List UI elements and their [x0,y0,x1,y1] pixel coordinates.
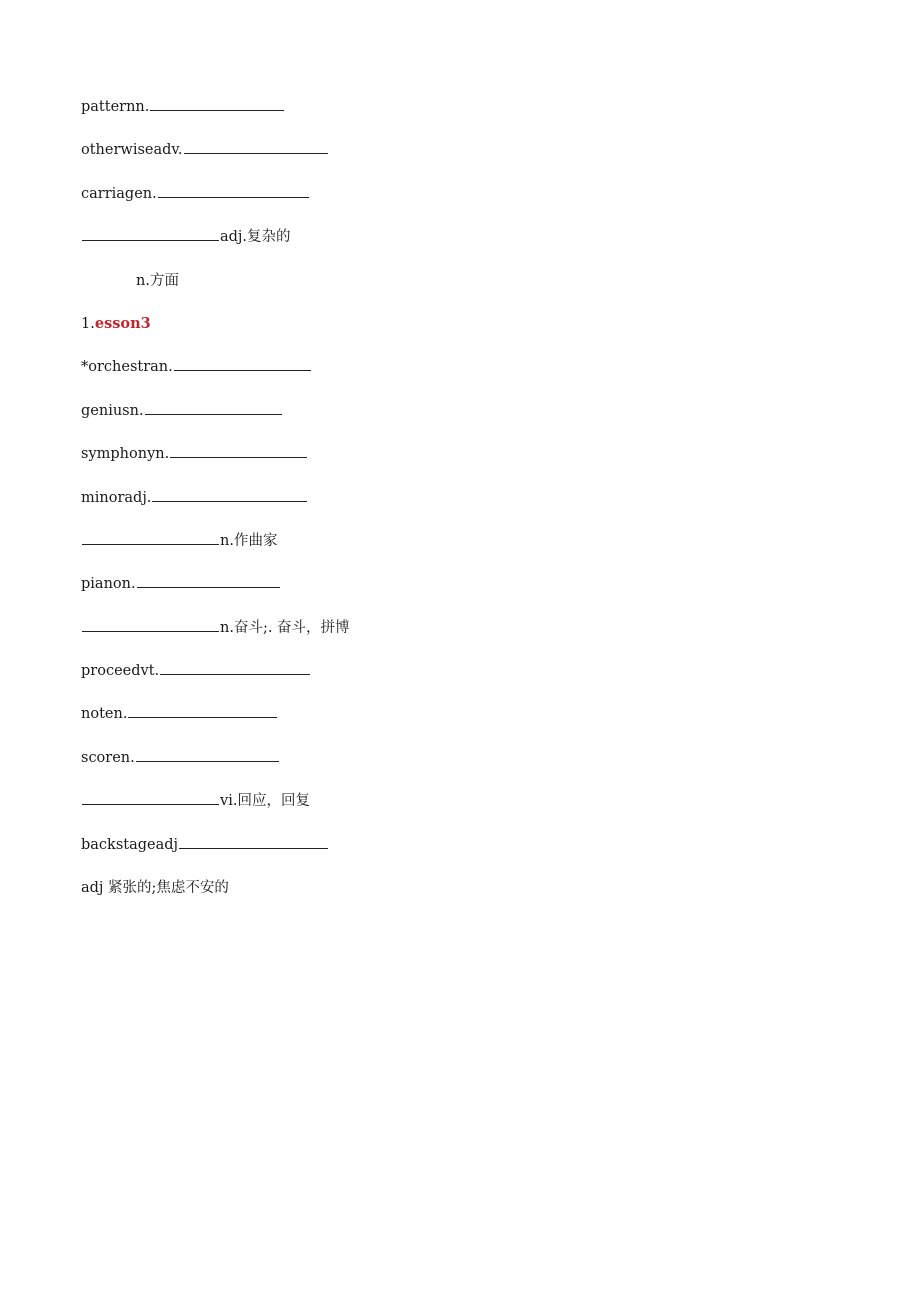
answer-blank[interactable] [82,790,219,805]
vocab-term: otherwiseadv. [81,142,183,159]
vocab-definition: n.方面 [136,272,179,289]
vocab-item [81,530,841,573]
vocab-term: proceedvt. [81,663,160,680]
answer-blank[interactable] [82,530,219,545]
vocab-item [81,139,841,182]
answer-blank[interactable] [150,96,284,111]
answer-blank[interactable] [184,139,328,154]
vocab-item [81,617,841,660]
answer-blank[interactable] [128,703,277,718]
vocab-item [81,226,841,269]
answer-blank[interactable] [82,226,219,241]
vocabulary-list [81,96,841,920]
vocab-item [81,703,841,746]
answer-blank[interactable] [179,834,328,849]
answer-blank[interactable] [174,356,311,371]
section-title: esson3 [94,314,151,332]
vocab-term: noten. [81,706,128,723]
section-heading [81,313,841,356]
vocab-item [81,443,841,486]
vocab-item [81,573,841,616]
answer-blank[interactable] [82,617,219,632]
vocab-term: minoradj. [81,489,152,506]
vocab-item [81,487,841,530]
vocab-term: symphonyn. [81,446,170,463]
answer-blank[interactable] [136,747,279,762]
vocab-term: *orchestran. [81,359,173,376]
vocab-item [81,790,841,833]
vocab-definition: n.奋斗;. 奋斗，拼博 [220,619,350,636]
vocab-term: geniusn. [81,402,144,419]
worksheet-page [81,96,841,920]
vocab-item [81,270,841,313]
vocab-term: carriagen. [81,185,157,202]
vocab-item [81,183,841,226]
vocab-definition: n.作曲家 [220,532,278,549]
vocab-item [81,834,841,877]
vocab-term: patternn. [81,99,150,115]
vocab-item [81,747,841,790]
vocab-term: backstageadj [81,836,179,853]
vocab-item [81,356,841,399]
vocab-term: scoren. [81,749,135,766]
answer-blank[interactable] [145,400,282,415]
answer-blank[interactable] [158,183,309,198]
vocab-item [81,96,841,139]
answer-blank[interactable] [160,660,310,675]
vocab-definition: adj.复杂的 [220,229,291,246]
section-number: 1. [81,315,95,332]
answer-blank[interactable] [137,573,280,588]
answer-blank[interactable] [170,443,307,458]
vocab-item [81,400,841,443]
answer-blank[interactable] [152,487,307,502]
vocab-definition: vi.回应，回复 [220,793,310,810]
vocab-term: pianon. [81,576,136,593]
vocab-item [81,877,841,920]
vocab-item [81,660,841,703]
vocab-definition: adj 紧张的;焦虑不安的 [81,880,229,897]
